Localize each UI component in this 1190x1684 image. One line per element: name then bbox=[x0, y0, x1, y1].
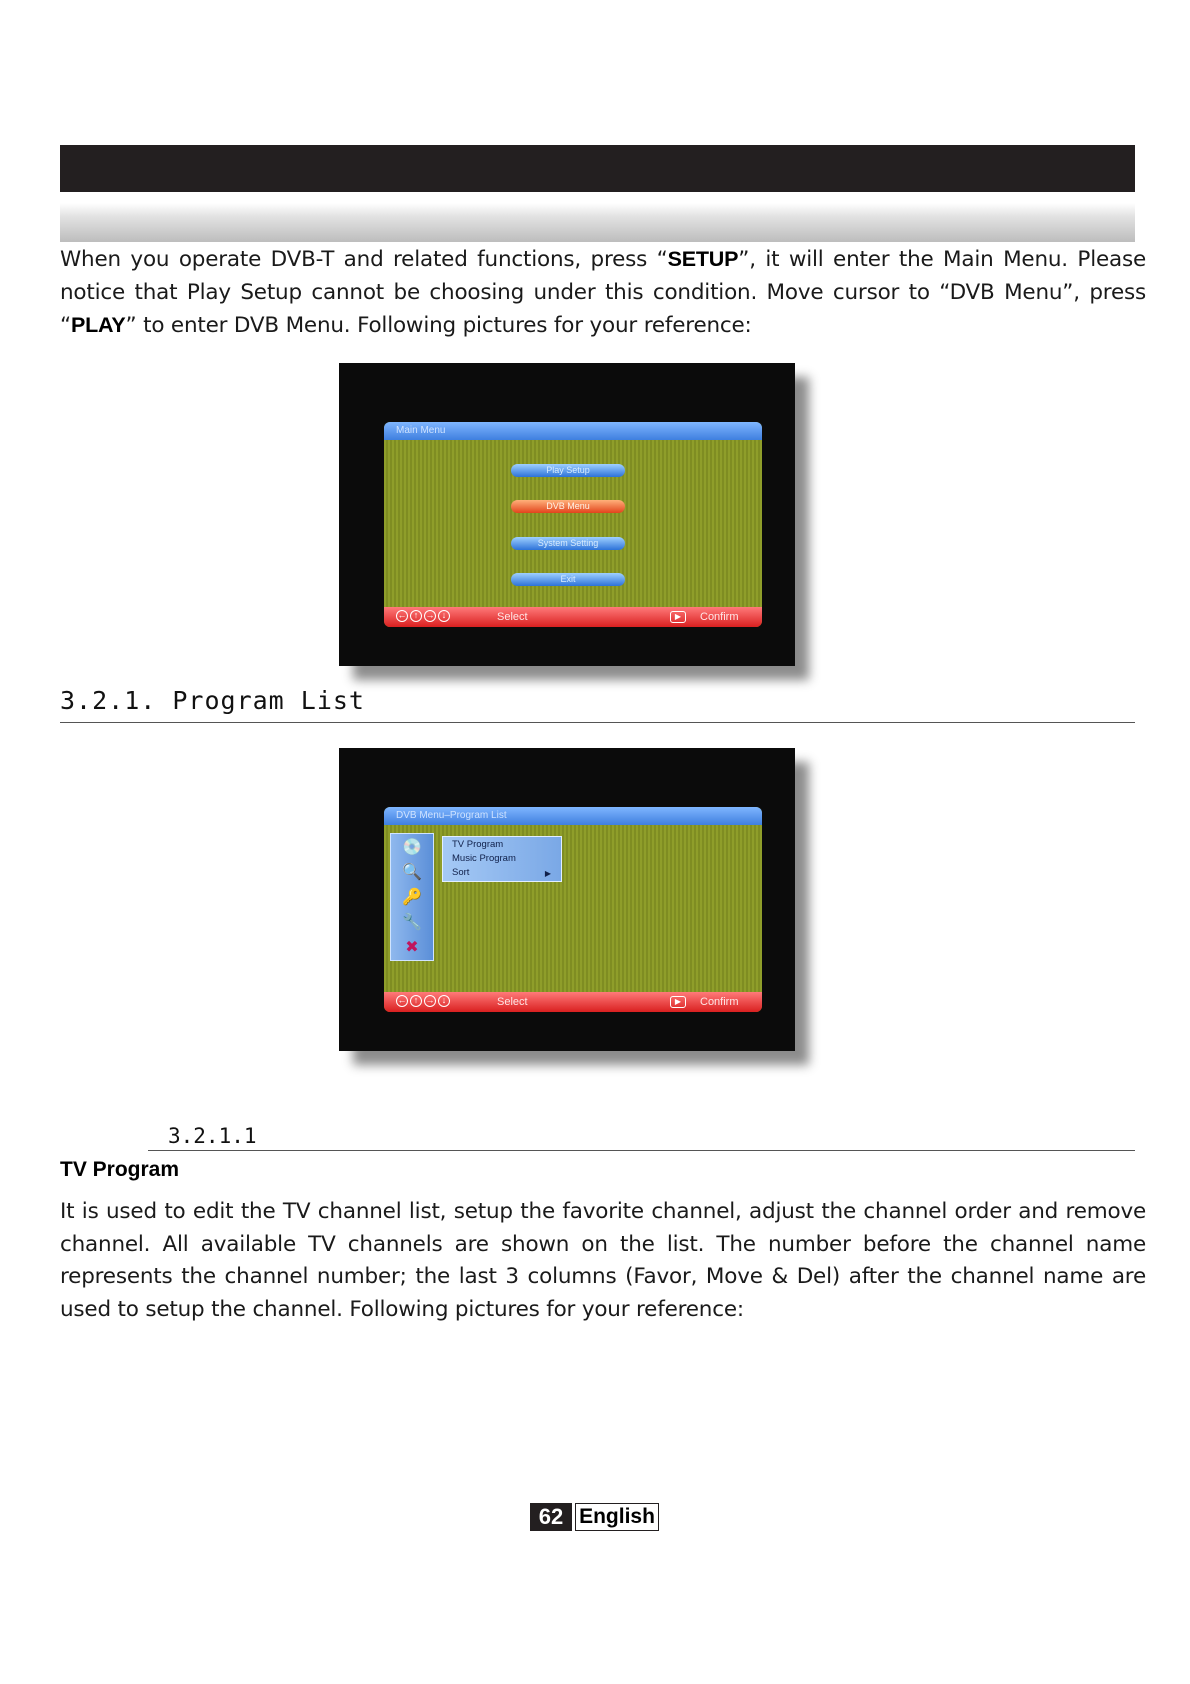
tools-icon: 🔧 bbox=[402, 912, 422, 931]
subsection-divider bbox=[148, 1150, 1135, 1151]
main-menu-screenshot bbox=[339, 363, 795, 666]
main-menu-tv-screen bbox=[384, 422, 762, 627]
down-key-icon: ↓ bbox=[438, 995, 450, 1007]
key-icon: 🔑 bbox=[402, 887, 422, 906]
play-key-icon: ▶ bbox=[670, 996, 686, 1008]
down-key-icon: ↓ bbox=[438, 610, 450, 622]
exit-button: Exit bbox=[511, 573, 625, 586]
subsection-title: TV Program bbox=[60, 1158, 180, 1181]
intro-text-3: ” to enter DVB Menu. Following pictures for your reference: bbox=[125, 313, 752, 338]
side-icon-column bbox=[390, 833, 434, 961]
subsection-body: It is used to edit the TV channel list, setup the favorite channel, adjust the channel order and remove channel. All available TV channels are shown on the list. The number before the channel name represents the channel number; the last 3 columns (Favor, Move & Del) after the channel name are used to setup the channel. Following pictures for your reference: bbox=[60, 1199, 1146, 1322]
header-dark-bar bbox=[60, 145, 1135, 192]
intro-text-1: When you operate DVB-T and related functions, press “ bbox=[60, 247, 668, 272]
submenu-arrow-icon: ▶ bbox=[544, 869, 551, 878]
footer-confirm-label: Confirm bbox=[700, 996, 739, 1008]
navigation-keys bbox=[396, 995, 450, 1009]
system-setting-button: System Setting bbox=[511, 537, 625, 550]
page-footer bbox=[530, 1503, 659, 1531]
program-list-screenshot bbox=[339, 748, 795, 1051]
program-list-footer bbox=[384, 992, 762, 1012]
play-setup-button: Play Setup bbox=[511, 464, 625, 477]
right-key-icon: → bbox=[425, 610, 435, 620]
footer-select-label: Select bbox=[497, 611, 528, 623]
up-key-icon: ↑ bbox=[410, 610, 422, 622]
footer-select-label: Select bbox=[497, 996, 528, 1008]
left-key-icon: ← bbox=[397, 610, 407, 620]
right-key-icon: → bbox=[425, 995, 435, 1005]
navigation-keys bbox=[396, 610, 450, 624]
page-number: 62 bbox=[530, 1503, 572, 1531]
section-divider bbox=[60, 722, 1135, 723]
intro-paragraph bbox=[60, 243, 1146, 343]
subsection-number: 3.2.1.1 bbox=[168, 1124, 257, 1148]
header-gradient-bar bbox=[60, 203, 1135, 242]
program-submenu bbox=[442, 836, 562, 882]
left-key-icon: ← bbox=[397, 995, 407, 1005]
main-menu-footer bbox=[384, 607, 762, 627]
program-list-tv-screen bbox=[384, 807, 762, 1012]
sort-item: Sort bbox=[452, 867, 470, 878]
play-key-icon: ▶ bbox=[670, 611, 686, 623]
play-key-label: PLAY bbox=[70, 313, 126, 337]
program-list-title: DVB Menu–Program List bbox=[384, 807, 762, 825]
up-key-icon: ↑ bbox=[410, 995, 422, 1007]
setup-key-label: SETUP bbox=[667, 247, 739, 271]
main-menu-title: Main Menu bbox=[384, 422, 762, 440]
dvb-menu-button: DVB Menu bbox=[511, 500, 625, 513]
footer-confirm-label: Confirm bbox=[700, 611, 739, 623]
search-icon: 🔍 bbox=[402, 862, 422, 881]
program-list-icon: 💿 bbox=[402, 837, 422, 856]
music-program-item: Music Program bbox=[452, 853, 516, 864]
close-icon: ✖ bbox=[405, 937, 419, 956]
tv-program-item: TV Program bbox=[452, 839, 504, 850]
language-label: English bbox=[575, 1503, 659, 1531]
section-heading: 3.2.1. Program List bbox=[60, 686, 365, 715]
intro-text-2: ”, it will enter the Main Menu. Please notice that Play Setup cannot be choosing under this condition. Move cursor to “DVB Menu”, press “ bbox=[60, 247, 1147, 338]
